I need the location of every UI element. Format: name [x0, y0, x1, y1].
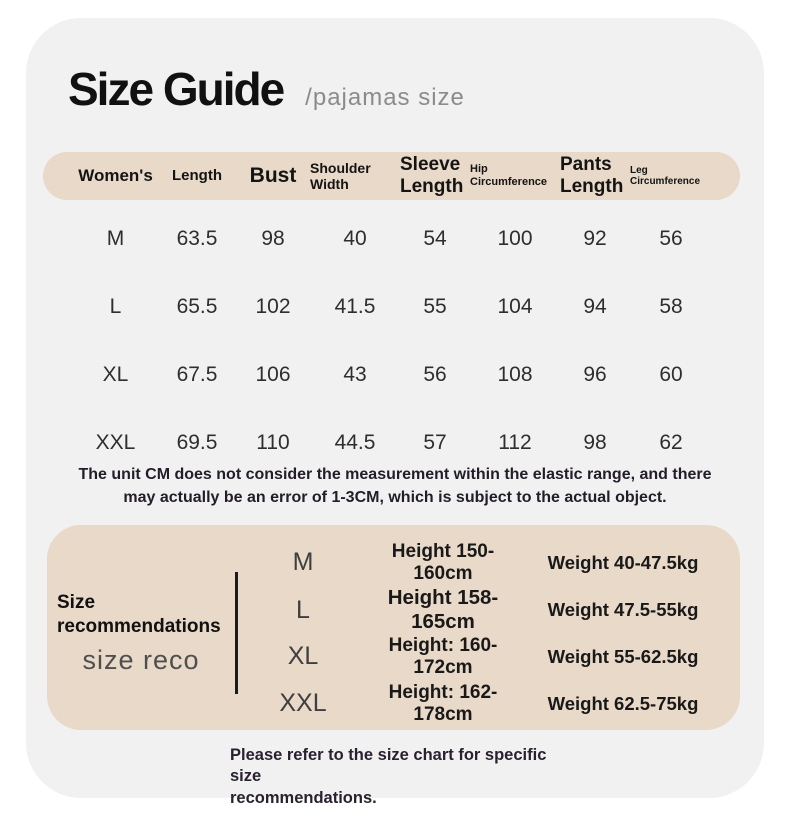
- value-cell: 102: [255, 295, 291, 318]
- value-cell: 63.5: [176, 227, 218, 250]
- measurement-note-line: The unit CM does not consider the measurement within the elastic range, and there: [78, 466, 712, 483]
- column-header-sleeve-length: [400, 152, 470, 200]
- value-cell: 54: [423, 227, 447, 250]
- reco-label-line: Size: [57, 592, 96, 613]
- column-header-length: [158, 152, 236, 200]
- value-cell: 96: [583, 363, 607, 386]
- reco-height: Height 158-165cm: [387, 586, 499, 633]
- reco-label-line: recommendations: [57, 615, 221, 637]
- reco-rows: [238, 539, 740, 727]
- value-cell: 41.5: [334, 295, 376, 318]
- value-cell: 60: [659, 363, 683, 386]
- footer-note-text: [230, 745, 560, 809]
- value-cell: 56: [659, 227, 683, 250]
- value-cell: 43: [343, 363, 367, 386]
- reco-height: Height: 160-172cm: [388, 634, 498, 678]
- value-cell: 56: [423, 363, 447, 386]
- column-header-shoulder-width: [310, 152, 400, 200]
- column-header-bust: [236, 152, 310, 200]
- value-cell: 98: [261, 227, 285, 250]
- table-row-m: [43, 205, 740, 273]
- size-table-body: [43, 205, 740, 477]
- column-header-label: Pants Length: [560, 154, 624, 197]
- value-cell: 98: [583, 431, 607, 454]
- size-cell: XL: [102, 363, 129, 386]
- value-cell: 67.5: [176, 363, 218, 386]
- table-row-xl: [43, 341, 740, 409]
- table-row-l: [43, 273, 740, 341]
- value-cell: 55: [423, 295, 447, 318]
- reco-weight: Weight 55-62.5kg: [547, 645, 699, 667]
- reco-weight: Weight 47.5-55kg: [547, 599, 699, 620]
- value-cell: 69.5: [176, 431, 218, 454]
- reco-row-xl: [238, 633, 740, 680]
- column-header-label: Shoulder Width: [310, 159, 371, 192]
- footer-note-line: recommendations.: [230, 788, 377, 807]
- reco-row-xxl: [238, 680, 740, 727]
- column-header-label: Hip Circumference: [470, 163, 548, 188]
- reco-size: XXL: [279, 689, 327, 717]
- reco-weight: Weight 62.5-75kg: [547, 692, 699, 714]
- column-header-hip-circumference: [470, 152, 560, 200]
- reco-size: L: [296, 595, 310, 624]
- value-cell: 92: [583, 227, 607, 250]
- value-cell: 57: [423, 431, 447, 454]
- column-header-label: Length: [172, 167, 222, 185]
- value-cell: 40: [343, 227, 367, 250]
- reco-size: XL: [287, 642, 319, 670]
- column-header-label: Women's: [78, 166, 153, 186]
- value-cell: 108: [497, 363, 533, 386]
- reco-height: Height: 162-178cm: [388, 681, 498, 725]
- value-cell: 44.5: [334, 431, 376, 454]
- reco-row-l: [238, 586, 740, 633]
- size-cell: XXL: [95, 431, 136, 454]
- reco-height: Height 150-160cm: [391, 540, 495, 584]
- reco-row-m: [238, 539, 740, 586]
- reco-sublabel: size reco: [82, 645, 200, 675]
- value-cell: 62: [659, 431, 683, 454]
- column-header-leg-circumference: [630, 152, 712, 200]
- measurement-note-line: may actually be an error of 1-3CM, which is subject to the actual object.: [123, 488, 667, 506]
- value-cell: 112: [498, 431, 532, 454]
- size-recommendations-box: [47, 525, 740, 730]
- column-header-label: Bust: [249, 163, 297, 187]
- measurement-note: [26, 464, 764, 509]
- size-guide-card: [26, 18, 764, 807]
- value-cell: 110: [256, 431, 290, 454]
- size-table-header: [43, 152, 740, 200]
- column-header-label: Sleeve Length: [400, 154, 464, 197]
- size-cell: M: [106, 227, 125, 250]
- reco-size: M: [292, 548, 314, 576]
- value-cell: 106: [255, 363, 291, 386]
- value-cell: 65.5: [176, 295, 218, 318]
- value-cell: 58: [659, 295, 683, 318]
- footer-note-line: Please refer to the size chart for specific size: [230, 746, 547, 786]
- footer-note: [26, 745, 764, 809]
- column-header-womens: [73, 152, 158, 200]
- column-header-label: Leg Circumference: [630, 164, 701, 187]
- value-cell: 104: [497, 295, 533, 318]
- value-cell: 94: [583, 295, 607, 318]
- reco-weight: Weight 40-47.5kg: [547, 551, 699, 573]
- value-cell: 100: [497, 227, 533, 250]
- page-title: Size Guide: [68, 63, 284, 115]
- size-cell: L: [109, 295, 122, 318]
- page-subtitle: /pajamas size: [305, 84, 465, 111]
- column-header-pants-length: [560, 152, 630, 200]
- reco-label: [57, 591, 221, 639]
- title-row: [68, 62, 465, 116]
